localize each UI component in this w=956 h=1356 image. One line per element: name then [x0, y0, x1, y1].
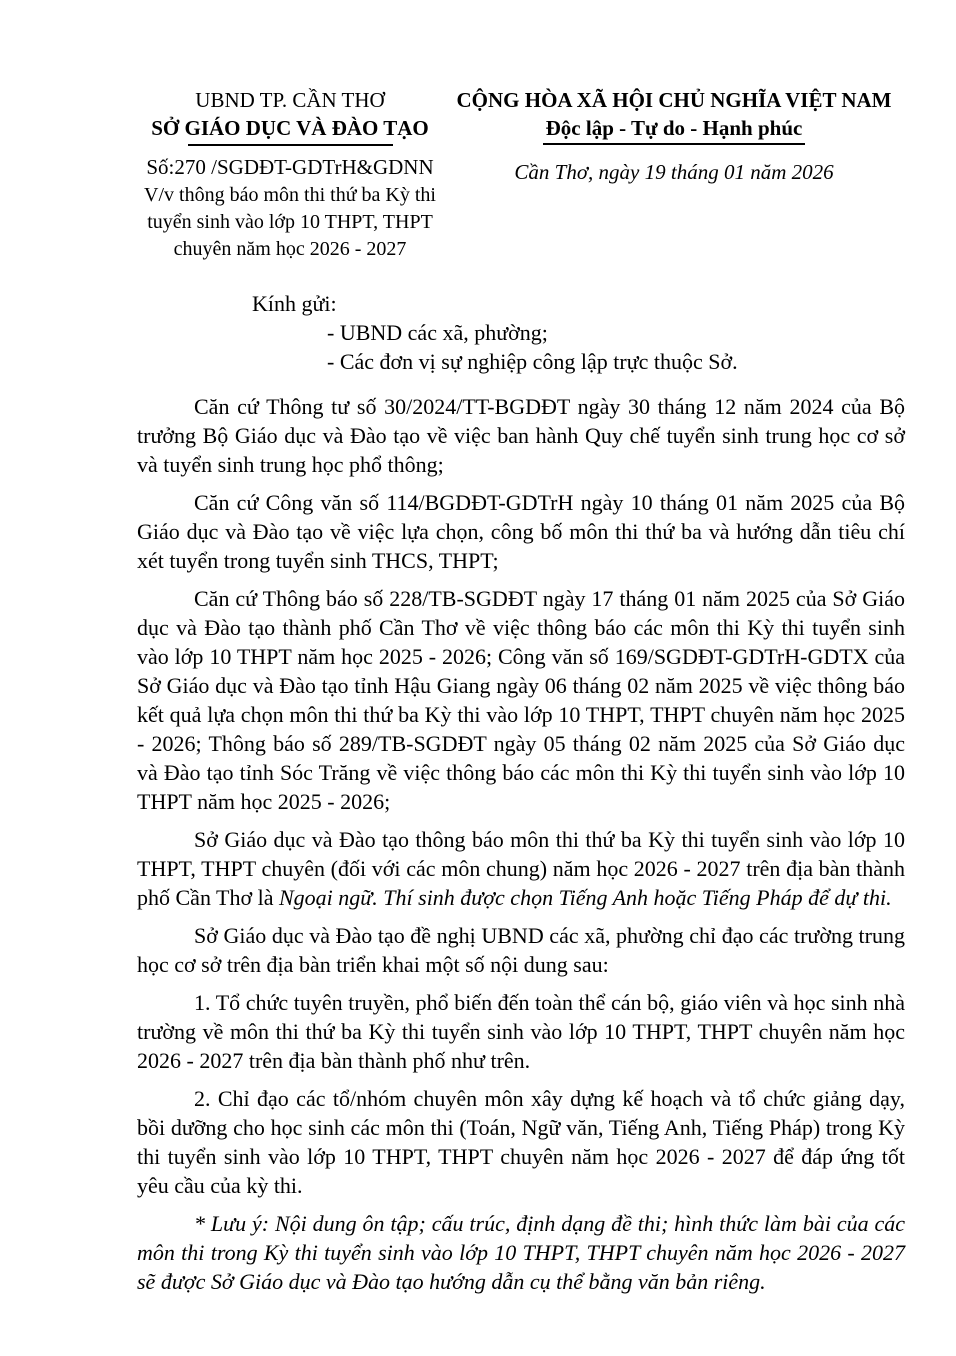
announcement-lead: Sở Giáo dục và Đào tạo thông báo môn thi thứ ba Kỳ thi tuyển sinh vào lớp 10 THPT, THPT chuyên (đối với các môn chung) năm học 2026 - 2027 trên địa bàn thành phố Cần Thơ là: [137, 827, 905, 910]
document-subject-line-2: tuyển sinh vào lớp 10 THPT, THPT: [147, 211, 433, 233]
document-subject-line-1: V/v thông báo môn thi thứ ba Kỳ thi: [144, 184, 436, 206]
document-header: [137, 86, 905, 263]
document-subject-line-3: chuyên năm học 2026 - 2027: [173, 238, 407, 260]
announcement-paragraph: [137, 825, 905, 912]
citation-paragraph: Căn cứ Công văn số 114/BGDĐT-GDTrH ngày 10 tháng 01 năm 2025 của Bộ Giáo dục và Đào tạo về việc lựa chọn, công bố môn thi thứ ba và hướng dẫn tiêu chí xét tuyển trong tuyển sinh THCS, THPT;: [137, 490, 905, 573]
national-motto: Độc lập - Tự do - Hạnh phúc: [543, 114, 806, 145]
document-number: Số:270 /SGDĐT-GDTrH&GDNN: [146, 155, 434, 179]
national-motto-wrapper: [443, 114, 905, 145]
note-paragraph: * Lưu ý: Nội dung ôn tập; cấu trúc, định dạng đề thi; hình thức làm bài của các môn thi trong Kỳ thi tuyển sinh vào lớp 10 THPT, THPT chuyên năm học 2026 - 2027 sẽ được Sở Giáo dục và Đào tạo hướng dẫn cụ thể bằng văn bản riêng.: [137, 1211, 905, 1294]
citation-paragraph: Căn cứ Thông tư số 30/2024/TT-BGDĐT ngày 30 tháng 12 năm 2024 của Bộ trưởng Bộ Giáo dục và Đào tạo về việc ban hành Quy chế tuyển sinh trung học cơ sở và tuyển sinh trung học phổ thông;: [137, 394, 905, 477]
issuing-agency-block: [137, 86, 443, 263]
document-body: [137, 392, 905, 1296]
request-intro-paragraph: Sở Giáo dục và Đào tạo đề nghị UBND các xã, phường chỉ đạo các trường trung học cơ sở trên địa bàn triển khai một số nội dung sau:: [137, 923, 905, 977]
agency-name: SỞ GIÁO DỤC VÀ ĐÀO TẠO: [151, 116, 429, 140]
national-title: CỘNG HÒA XÃ HỘI CHỦ NGHĨA VIỆT NAM: [456, 88, 892, 112]
national-header-block: [443, 86, 905, 187]
announcement-emphasis: Ngoại ngữ. Thí sinh được chọn Tiếng Anh hoặc Tiếng Pháp để dự thi.: [279, 885, 892, 910]
recipient-line: - UBND các xã, phường;: [327, 320, 548, 345]
salutation-label: Kính gửi:: [252, 291, 337, 316]
salutation-block: [137, 289, 905, 376]
parent-agency-name: UBND TP. CẦN THƠ: [195, 88, 385, 112]
citation-paragraph: Căn cứ Thông báo số 228/TB-SGDĐT ngày 17 tháng 01 năm 2025 của Sở Giáo dục và Đào tạo thành phố Cần Thơ về việc thông báo các môn thi Kỳ thi tuyển sinh vào lớp 10 THPT năm học 2025 - 2026; Công văn số 169/SGDĐT-GDTrH-GDTX của Sở Giáo dục và Đào tạo tỉnh Hậu Giang ngày 06 tháng 02 năm 2025 về việc thông báo kết quả lựa chọn môn thi thứ ba Kỳ thi vào lớp 10 THPT, THPT chuyên năm học 2025 - 2026; Thông báo số 289/TB-SGDĐT ngày 05 tháng 02 năm 2025 của Sở Giáo dục và Đào tạo tỉnh Sóc Trăng về việc thông báo các môn thi Kỳ thi tuyển sinh vào lớp 10 THPT năm học 2025 - 2026;: [137, 586, 905, 814]
agency-underline-rule: [188, 144, 393, 146]
numbered-item: 1. Tổ chức tuyên truyền, phổ biến đến toàn thể cán bộ, giáo viên và học sinh nhà trường về môn thi thứ ba Kỳ thi tuyển sinh vào lớp 10 THPT, THPT chuyên năm học 2026 - 2027 trên địa bàn thành phố như trên.: [137, 990, 905, 1073]
numbered-item: 2. Chỉ đạo các tổ/nhóm chuyên môn xây dựng kế hoạch và tổ chức giảng dạy, bồi dưỡng cho học sinh các môn thi (Toán, Ngữ văn, Tiếng Anh, Tiếng Pháp) trong Kỳ thi tuyển sinh vào lớp 10 THPT, THPT chuyên năm học 2026 - 2027 để đáp ứng tốt yêu cầu của kỳ thi.: [137, 1086, 905, 1198]
recipient-line: - Các đơn vị sự nghiệp công lập trực thuộc Sở.: [327, 349, 738, 374]
place-and-date: Cần Thơ, ngày 19 tháng 01 năm 2026: [514, 160, 834, 184]
